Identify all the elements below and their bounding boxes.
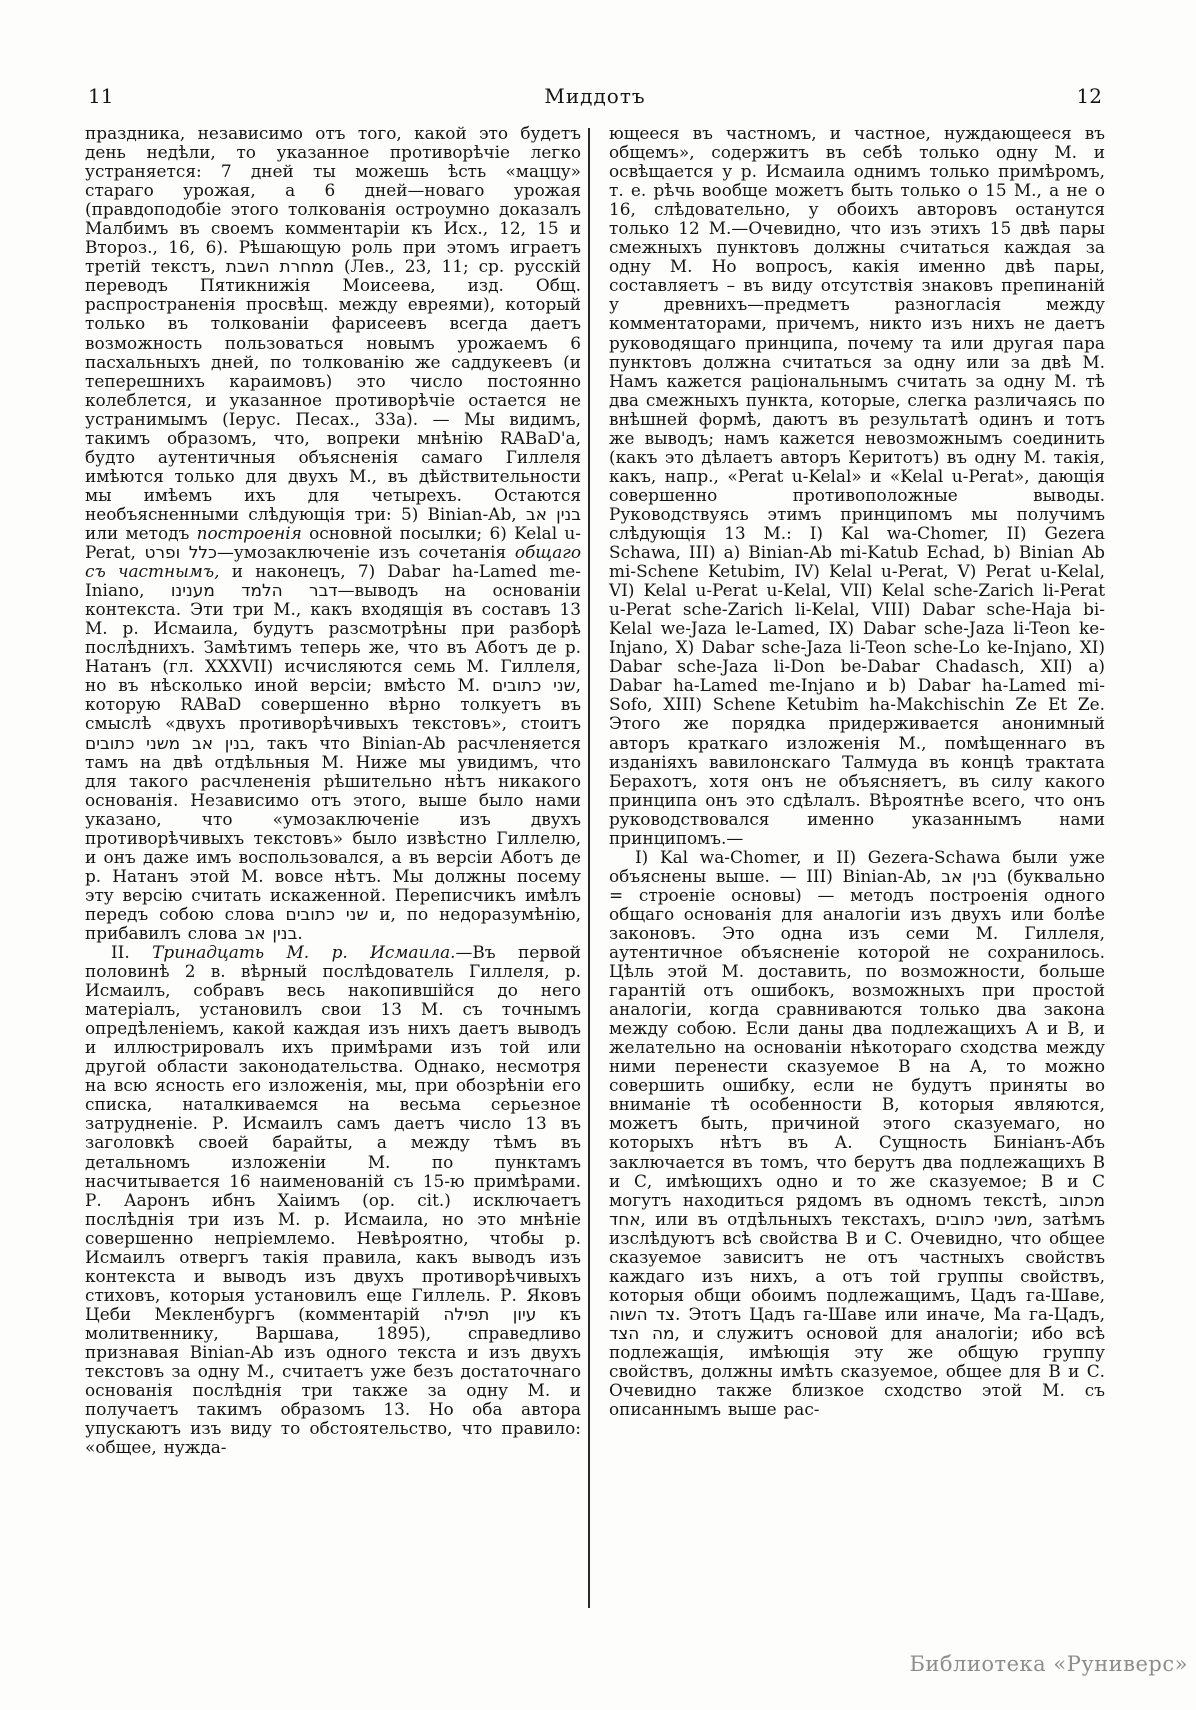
page-title: Миддотъ <box>544 84 646 108</box>
column-right <box>609 124 1105 1457</box>
paragraph: ющееся въ частномъ, и частное, нуждающееся въ общемъ», содержитъ въ себѣ только одну М. и освѣщается у р. Исмаила однимъ только примѣромъ, т. е. рѣчь вообще можетъ быть только о 15 М., а не о 16, слѣдовательно, у обоихъ авторовъ останутся только 12 М.—Очевидно, что изъ этихъ 15 двѣ пары смежныхъ пунктовъ должны считаться каждая за одну М. Но вопросъ, какія именно двѣ пары, составляетъ – въ виду отсутствія знаковъ препинаній у древнихъ—предметъ разногласія между комментаторами, причемъ, никто изъ нихъ не даетъ руководящаго принципа, почему та или другая пара пунктовъ должна считаться за одну или за двѣ М. Намъ кажется раціональнымъ считать за одну М. тѣ два смежныхъ пункта, которые, слегка различаясь по внѣшней формѣ, даютъ въ результатѣ одинъ и тотъ же выводъ; намъ кажется невозможнымъ соединить (какъ это дѣлаетъ авторъ Керитотъ) въ одну М. такія, какъ, напр., «Perat u-Kelal» и «Kelal u-Perat», дающія совершенно противоположные выводы. Руководствуясь этимъ принципомъ мы получимъ слѣдующія 13 М.: I) Kal wa-Chomer, II) Gezera Schawa, III) a) Binian-Ab mi-Katub Echad, b) Binian Ab mi-Schene Ketubim, IV) Kelal u-Perat, V) Perat u-Kelal, VI) Kelal u-Perat u-Kelal, VII) Kelal sche-Zarich li-Perat u-Perat sche-Zarich li-Kelal, VIII) Dabar sche-Haja bi-Kelal we-Jaza le-Lamed, IX) Dabar sche-Jaza li-Teon ke-Injano, X) Dabar sche-Jaza li-Teon sche-Lo ke-Injano, XI) Dabar sche-Jaza li-Don be-Dabar Chadasch, XII) a) Dabar ha-Lamed me-Injano и b) Dabar ha-Lamed mi-Sofo, XIII) Schene Ketubim ha-Makchischin Ze Et Ze. Этого же порядка придерживается анонимный авторъ краткаго изложенія М., помѣщеннаго въ изданіяхъ вавилонскаго Талмуда въ концѣ трактата Берахотъ, хотя онъ не объясняетъ, въ силу какого принципа онъ это сдѣлалъ. Вѣроятнѣе всего, что онъ руководствовался именно указаннымъ нами принципомъ.— <box>609 123 1105 848</box>
text-columns <box>85 124 1105 1457</box>
column-left <box>85 124 581 1457</box>
library-watermark: Библиотека «Руниверс» <box>909 1652 1188 1676</box>
paragraph: I) Kal wa-Chomer, и II) Gezera-Schawa были уже объяснены выше. — III) Binian-Ab, בנין אב (буквально = строеніе основы) — методъ построенія одного общаго основанія для аналогіи изъ двухъ или болѣе законовъ. Это одна изъ семи М. Гиллеля, аутентичное объясненіе которой не сохранилось. Цѣль этой М. доставить, по возможности, больше гарантій отъ ошибокъ, возможныхъ при простой аналогіи, когда сравниваются только два закона между собою. Если даны два подлежащихъ А и В, и желательно на основаніи нѣкотораго сходства между ними перенести сказуемое В на А, то можно совершить ошибку, если не будутъ приняты во вниманіе тѣ особенности В, которыя являются, можетъ быть, причиной этого сказуемаго, но которыхъ нѣтъ въ А. Сущность Биніанъ-Абъ заключается въ томъ, что берутъ два подлежащихъ В и С, имѣющихъ одно и то же сказуемое; В и С могутъ находиться рядомъ въ одномъ текстѣ, מכתוב אחד, или въ отдѣльныхъ текстахъ, משני כתובים, затѣмъ изслѣдуютъ всѣ свойства В и С. Очевидно, что общее сказуемое зависитъ не отъ частныхъ свойствъ каждаго изъ нихъ, а отъ той группы свойствъ, которыя общи обоимъ подлежащимъ, Цадъ га-Шаве, צד השוה. Этотъ Цадъ га-Шаве или иначе, Ма га-Цадъ, מה הצד, и служитъ основой для аналогіи; ибо всѣ подлежащія, имѣющія эту же общую группу свойствъ, должны имѣть сказуемое, общее для В и С. Очевидно также близкое сходство этой М. съ описаннымъ выше рас- <box>609 846 1106 1420</box>
page-number-left: 11 <box>88 84 114 108</box>
paragraph: праздника, независимо отъ того, какой это будетъ день недѣли, то указанное противорѣчіе легко устраняется: 7 дней ты можешь ѣсть «маццу» стараго урожая, а 6 дней—новаго урожая (правдоподобіе этого толкованія остроумно доказалъ Малбимъ въ своемъ комментаріи къ Исх., 12, 15 и Второз., 16, 6). Рѣшающую роль при этомъ играетъ третій текстъ, ממחרת השבת (Лев., 23, 11; ср. русскій переводъ Пятикнижія Моисеева, изд. Общ. распространенія просвѣщ. между евреями), который только въ толкованіи фарисеевъ всегда даетъ возможность пользоваться новымъ урожаемъ 6 пасхальныхъ дней, по толкованію же саддукеевъ (и теперешнихъ караимовъ) это число постоянно колеблется, и указанное противорѣчіе остается не устранимымъ (Іерус. Песах., 33а). — Мы видимъ, такимъ образомъ, что, вопреки мнѣнію RABaD'а, будто аутентичныя объясненія самаго Гиллеля имѣются только для двухъ М., въ дѣйствительности мы имѣемъ ихъ для четырехъ. Остаются необъясненными слѣдующія три: 5) Binian-Ab, בנין אב или методъ построенія основной посылки; 6) Kelal u- Perat, כלל ופרט—умозаключеніе изъ сочетанія общаго съ частнымъ, и наконецъ, 7) Dabar ha-Lamed me-Iniano, דבר הלמד מענינו—выводъ на основаніи контекста. Эти три М., какъ входящія въ составъ 13 М. р. Исмаила, будутъ разсмотрѣны при разборѣ послѣднихъ. Замѣтимъ теперь же, что въ Аботъ де р. Натанъ (гл. XXXVII) исчисляются семь М. Гиллеля, но въ нѣсколько иной версіи; вмѣсто М. שני כתובים, которую RABaD совершенно вѣрно толкуетъ въ смыслѣ «двухъ противорѣчивыхъ текстовъ», стоитъ בנין אב משני כתובים, такъ что Binian-Ab расчленяется тамъ на двѣ отдѣльныя М. Ниже мы увидимъ, что для такого расчлененія рѣшительно нѣтъ никакого основанія. Независимо отъ этого, выше было нами указано, что «умозаключеніе изъ двухъ противорѣчивыхъ текстовъ» было извѣстно Гиллелю, и онъ даже имъ воспользовался, а въ версіи Аботъ де р. Натанъ этой М. вовсе нѣтъ. Мы должны посему эту версію считать искаженной. Переписчикъ имѣлъ передъ собою слова שני כתובים и, по недоразумѣнію, прибавилъ слова בנין אב. <box>85 123 582 943</box>
page-number-right: 12 <box>1076 84 1102 108</box>
page-header <box>85 84 1105 114</box>
paragraph: II. Тринадцать М. р. Исмаила.—Въ первой половинѣ 2 в. вѣрный послѣдователь Гиллеля, р. Исмаилъ, собравъ весь накопившійся до него матеріалъ, установилъ свои 13 М. съ точнымъ опредѣленіемъ, какой каждая изъ нихъ даетъ выводъ и иллюстрировалъ ихъ примѣрами изъ той или другой области законодательства. Однако, несмотря на всю ясность его изложенія, мы, при обозрѣніи его списка, наталкиваемся на весьма серьезное затрудненіе. Р. Исмаилъ самъ даетъ число 13 въ заголовкѣ своей барайты, а между тѣмъ въ детальномъ изложеніи М. по пунктамъ насчитывается 16 наименованій съ 15-ю примѣрами. Р. Ааронъ ибнъ Хаіимъ (op. cit.) исключаетъ послѣднія три изъ М. р. Исмаила, но это мнѣніе совершенно непріемлемо. Невѣроятно, чтобы р. Исмаилъ отвергъ такія правила, какъ выводъ изъ контекста и выводъ изъ двухъ противорѣчивыхъ стиховъ, которыя установилъ еще Гиллель. Р. Яковъ Цеби Мекленбургъ (комментарій עיון תפילה къ молитвеннику, Варшава, 1895), справедливо признавая Binian-Ab изъ одного текста и изъ двухъ текстовъ за одну М., считаетъ уже безъ достаточнаго основанія послѣднія три также за одну М. и получаетъ такимъ образомъ 13. Но оба автора упускаютъ изъ виду то обстоятельство, что правило: «общее, нужда- <box>85 942 581 1458</box>
